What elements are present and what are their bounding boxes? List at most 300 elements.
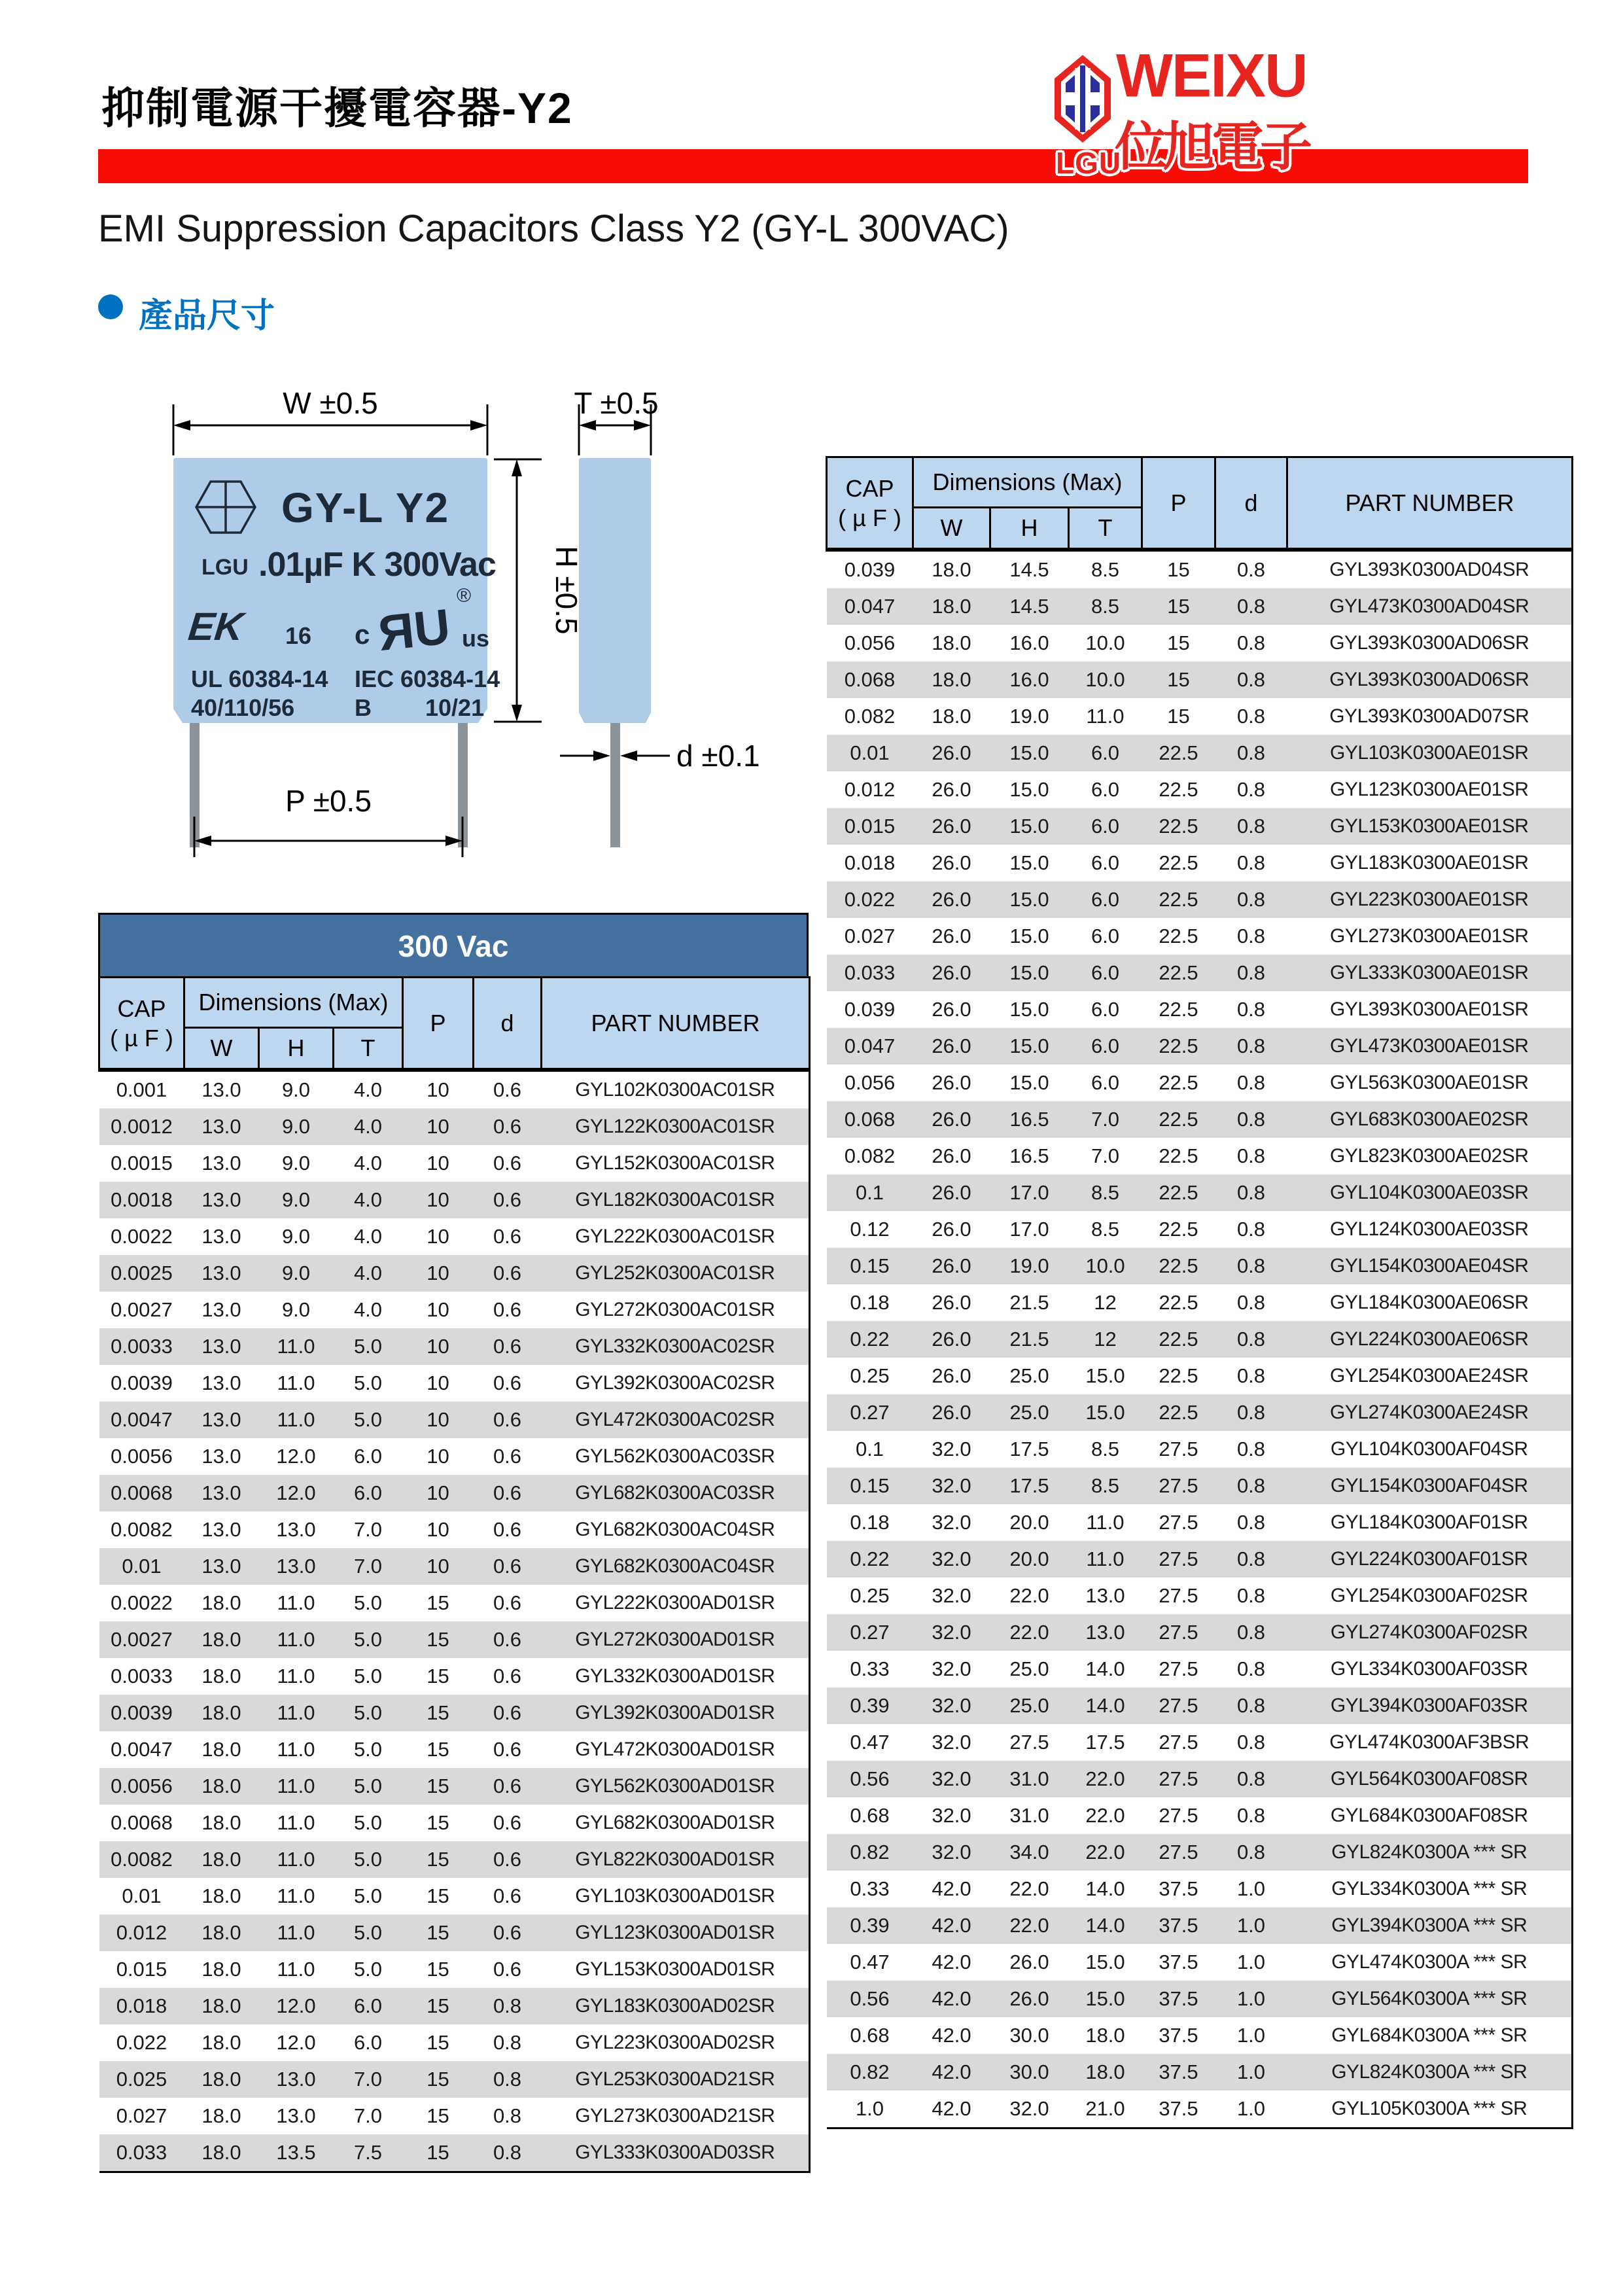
table-row [99, 1841, 810, 1878]
cell: 0.8 [1236, 1511, 1266, 1534]
cell: 13.0 [201, 1298, 241, 1321]
cell: 9.0 [281, 1225, 311, 1248]
cell: 27.5 [1159, 1511, 1198, 1534]
cell: 21.0 [1085, 2097, 1125, 2120]
cell: GYL104K0300AE03SR [1330, 1182, 1529, 1203]
table-row [827, 1138, 1573, 1174]
cell: 8.5 [1091, 1218, 1120, 1241]
cell: 0.8 [493, 1994, 522, 2017]
cell: 0.8 [1236, 851, 1266, 874]
h-label: H ±0.5 [550, 546, 584, 635]
cell: 11.0 [277, 1775, 315, 1797]
cell: 0.015 [844, 815, 896, 838]
cell: GYL562K0300AC03SR [575, 1445, 775, 1467]
label-subclass: B [355, 694, 372, 721]
label-std-iec: IEC 60384-14 [355, 665, 500, 692]
col-part-number: PART NUMBER [542, 978, 810, 1070]
cell: 0.8 [1236, 1584, 1266, 1607]
cell: 18.0 [201, 1665, 241, 1687]
cell: 10 [427, 1225, 449, 1248]
table-row [99, 1475, 810, 1511]
svg-text:ЯU: ЯU [375, 599, 453, 662]
cell: 18.0 [201, 2141, 241, 2164]
cell: 27.5 [1159, 1694, 1198, 1717]
cell: 32.0 [932, 1621, 971, 1644]
table-row [827, 662, 1573, 698]
cell: 22.5 [1159, 741, 1198, 764]
table-row [99, 1915, 810, 1951]
cell: 0.082 [844, 1144, 896, 1167]
cell: 13.0 [201, 1335, 241, 1358]
cell: 0.8 [1236, 741, 1266, 764]
cell: 6.0 [1091, 961, 1120, 984]
capacitor-dimension-diagram [98, 380, 818, 890]
cell: 32.0 [932, 1547, 971, 1570]
cell: 32.0 [932, 1584, 971, 1607]
cell: 15 [1167, 558, 1190, 581]
lgu-hexagon-icon [1055, 55, 1111, 143]
cell: 7.0 [353, 1518, 383, 1541]
cell: 11.0 [277, 1811, 315, 1834]
cell: GYL123K0300AD01SR [575, 1922, 775, 1943]
cell: 13.0 [201, 1078, 241, 1101]
cell: 0.018 [844, 851, 896, 874]
cell: 9.0 [281, 1298, 311, 1321]
cell: 0.18 [850, 1291, 890, 1314]
cell: 11.0 [277, 1371, 315, 1394]
cell: 0.6 [493, 1775, 522, 1797]
cell: 7.0 [353, 2068, 383, 2091]
table-row [827, 1797, 1573, 1834]
cell: 42.0 [932, 1951, 971, 1973]
cell: 13.0 [276, 2068, 316, 2091]
cell: 5.0 [353, 1371, 383, 1394]
cell: 26.0 [932, 1254, 971, 1277]
cell: 0.8 [1236, 961, 1266, 984]
cell: 6.0 [353, 2031, 383, 2054]
cell: 6.0 [1091, 851, 1120, 874]
cell: GYL824K0300A *** SR [1331, 2061, 1527, 2083]
cell: 15.0 [1009, 998, 1049, 1021]
cell: 22.5 [1159, 888, 1198, 911]
cell: GYL253K0300AD21SR [575, 2068, 775, 2090]
table-row [827, 2091, 1573, 2128]
cell: 10 [427, 1371, 449, 1394]
cell: 0.0015 [111, 1152, 173, 1174]
cell: 15 [427, 2031, 449, 2054]
table-body-right [827, 550, 1573, 2128]
cell: 0.6 [493, 1555, 522, 1578]
cell: 0.8 [1236, 1438, 1266, 1460]
table-row [99, 1108, 810, 1145]
cell: GYL272K0300AD01SR [575, 1629, 775, 1650]
cell: 4.0 [353, 1262, 383, 1284]
cell: 26.0 [932, 888, 971, 911]
cell: 22.5 [1159, 1254, 1198, 1277]
cell: 37.5 [1159, 1987, 1198, 2010]
h-dimension [494, 459, 542, 722]
section-title: 產品尺寸 [139, 297, 275, 335]
t-label: T ±0.5 [574, 386, 659, 420]
cell: 15.0 [1009, 1034, 1049, 1057]
cell: GYL473K0300AD04SR [1329, 595, 1529, 617]
cell: 26.0 [932, 741, 971, 764]
table-row [99, 1182, 810, 1218]
diagram-svg [98, 380, 818, 890]
voltage-banner: 300 Vac [98, 913, 809, 978]
cell: 30.0 [1009, 2060, 1049, 2083]
cell: 0.8 [1236, 631, 1266, 654]
cell: GYL392K0300AD01SR [575, 1702, 775, 1723]
cell: 18.0 [201, 2068, 241, 2091]
cell: 16.5 [1009, 1108, 1049, 1131]
table-row [827, 1394, 1573, 1431]
logo-brand-cn-text: 位旭電子 [1115, 118, 1308, 176]
cell: 0.8 [1236, 1218, 1266, 1241]
cell: 0.0022 [111, 1591, 173, 1614]
cell: 12 [1094, 1291, 1117, 1314]
cell: 18.0 [201, 1738, 241, 1761]
cell: 10.0 [1085, 631, 1125, 654]
cell: 22.5 [1159, 851, 1198, 874]
table-row [827, 1541, 1573, 1578]
cell: 14.5 [1009, 558, 1049, 581]
cell: 26.0 [932, 815, 971, 838]
table-row [827, 1871, 1573, 1907]
col-dimensions: Dimensions (Max) [184, 978, 403, 1028]
cell: 0.0025 [111, 1262, 173, 1284]
cell: 0.0082 [111, 1848, 173, 1871]
cell: 27.5 [1159, 1547, 1198, 1570]
cell: 26.0 [1009, 1951, 1049, 1973]
cell: 15 [427, 1701, 449, 1724]
cell: 30.0 [1009, 2024, 1049, 2047]
cell: 0.25 [850, 1364, 890, 1387]
cell: 1.0 [855, 2097, 884, 2120]
cell: 0.012 [116, 1921, 167, 1944]
cell: 15.0 [1085, 1987, 1125, 2010]
cell: GYL154K0300AF04SR [1330, 1475, 1528, 1496]
cell: GYL224K0300AF01SR [1330, 1548, 1528, 1570]
cell: 15 [427, 1811, 449, 1834]
cell: GYL124K0300AE03SR [1330, 1218, 1529, 1240]
cell: 0.8 [1236, 1621, 1266, 1644]
p-dimension [194, 817, 462, 857]
cell: GYL393K0300AD04SR [1329, 559, 1529, 580]
lead-side [610, 723, 620, 847]
cell: 8.5 [1091, 558, 1120, 581]
cell: 8.5 [1091, 1474, 1120, 1497]
cell: 26.0 [932, 1034, 971, 1057]
table-row [827, 1944, 1573, 1981]
cell: 0.0027 [111, 1298, 173, 1321]
cell: GYL472K0300AD01SR [575, 1739, 775, 1760]
table-row [827, 735, 1573, 771]
cell: 0.047 [844, 1034, 896, 1057]
cell: 5.0 [353, 1848, 383, 1871]
cell: 27.5 [1159, 1474, 1198, 1497]
cell: 5.0 [353, 1628, 383, 1651]
cell: 18.0 [201, 1775, 241, 1797]
cell: 22.5 [1159, 1181, 1198, 1204]
cell: 27.5 [1159, 1731, 1198, 1754]
col-part-number: PART NUMBER [1287, 457, 1573, 550]
cell: 0.6 [493, 1591, 522, 1614]
cell: 6.0 [1091, 1034, 1120, 1057]
svg-text:c: c [355, 619, 370, 650]
cell: GYL392K0300AC02SR [575, 1372, 775, 1394]
cell: GYL223K0300AE01SR [1330, 889, 1529, 910]
p-label: P ±0.5 [285, 784, 372, 818]
cell: 15 [427, 2068, 449, 2091]
cell: 0.8 [1236, 1841, 1266, 1863]
cell: 11.0 [277, 1738, 315, 1761]
cell: 27.5 [1159, 1438, 1198, 1460]
cell: 0.8 [1236, 778, 1266, 801]
cell: GYL563K0300AE01SR [1330, 1072, 1529, 1093]
cell: 26.0 [932, 1218, 971, 1241]
cell: 1.0 [1236, 2097, 1266, 2120]
col-w: W [913, 508, 990, 550]
cell: 0.8 [1236, 1547, 1266, 1570]
cell: GYL223K0300AD02SR [575, 2032, 775, 2053]
cell: 0.068 [844, 668, 896, 691]
table-row [827, 808, 1573, 845]
cell: 18.0 [201, 1958, 241, 1981]
cell: 12.0 [276, 1481, 316, 1504]
cell: 14.0 [1085, 1694, 1125, 1717]
cell: 1.0 [1236, 1987, 1266, 2010]
cell: 18.0 [1085, 2060, 1125, 2083]
cell: 6.0 [1091, 925, 1120, 947]
cell: 15.0 [1085, 1401, 1125, 1424]
cell: 0.01 [122, 1884, 162, 1907]
table-row [827, 1651, 1573, 1687]
page-title-en: EMI Suppression Capacitors Class Y2 (GY-L 300VAC) [98, 207, 1009, 250]
cell: 0.01 [850, 741, 890, 764]
cell: 0.6 [493, 1701, 522, 1724]
cell: 0.0012 [111, 1115, 173, 1138]
cell: 15.0 [1009, 888, 1049, 911]
cell: 37.5 [1159, 2097, 1198, 2120]
table-row [827, 1321, 1573, 1358]
cell: 13.0 [201, 1518, 241, 1541]
cell: 1.0 [1236, 2024, 1266, 2047]
cell: 13.0 [201, 1225, 241, 1248]
cell: 11.0 [277, 1591, 315, 1614]
cell: GYL394K0300A *** SR [1331, 1915, 1527, 1936]
cell: 0.0047 [111, 1738, 173, 1761]
table-row [827, 1028, 1573, 1065]
cell: GYL182K0300AC01SR [575, 1189, 775, 1210]
cell: 0.27 [850, 1621, 890, 1644]
cell: 26.0 [932, 1071, 971, 1094]
cell: 0.6 [493, 1188, 522, 1211]
label-std-ul: UL 60384-14 [191, 665, 328, 692]
cell: 1.0 [1236, 1914, 1266, 1937]
cell: 4.0 [353, 1188, 383, 1211]
cell: 7.0 [353, 2104, 383, 2127]
cell: 18.0 [201, 1811, 241, 1834]
table-row [827, 1504, 1573, 1541]
cell: 15.0 [1009, 925, 1049, 947]
col-t: T [334, 1028, 403, 1070]
cell: 11.0 [277, 1921, 315, 1944]
cell: 0.027 [844, 925, 896, 947]
cell: GYL394K0300AF03SR [1330, 1695, 1528, 1716]
table-row [99, 1658, 810, 1695]
cell: 26.0 [932, 778, 971, 801]
cell: 14.0 [1085, 1657, 1125, 1680]
cell: 0.025 [116, 2068, 167, 2091]
cell: 0.022 [844, 888, 896, 911]
table-row [99, 1878, 810, 1915]
cell: 27.5 [1159, 1621, 1198, 1644]
cell: 0.56 [850, 1767, 890, 1790]
col-w: W [184, 1028, 259, 1070]
table-row [99, 1988, 810, 2024]
cell: 0.8 [1236, 1328, 1266, 1351]
cell: 0.8 [1236, 815, 1266, 838]
cell: 0.68 [850, 2024, 890, 2047]
cell: 0.8 [1236, 1401, 1266, 1424]
cell: 19.0 [1009, 1254, 1049, 1277]
cell: GYL822K0300AD01SR [575, 1848, 775, 1870]
cell: 9.0 [281, 1152, 311, 1174]
cell: 5.0 [353, 1775, 383, 1797]
spec-table-right [826, 458, 1571, 2129]
label-rating: .01µF K 300Vac [258, 546, 496, 584]
cell: 4.0 [353, 1152, 383, 1174]
cell: 0.0039 [111, 1371, 173, 1394]
cell: 0.0033 [111, 1335, 173, 1358]
cell: 15 [427, 1848, 449, 1871]
cell: 26.0 [932, 998, 971, 1021]
cell: 4.0 [353, 1225, 383, 1248]
cell: 22.0 [1009, 1621, 1049, 1644]
table-header [99, 978, 810, 1070]
cell: 10 [427, 1262, 449, 1284]
cell: GYL102K0300AC01SR [575, 1079, 775, 1101]
cell: 11.0 [277, 1628, 315, 1651]
cell: 0.6 [493, 1518, 522, 1541]
cell: 0.8 [1236, 595, 1266, 618]
cell: 0.01 [122, 1555, 162, 1578]
cell: 6.0 [353, 1994, 383, 2017]
table-body-left [99, 1070, 810, 2172]
cell: 10 [427, 1152, 449, 1174]
cell: 13.0 [201, 1371, 241, 1394]
cell: GYL682K0300AC03SR [575, 1482, 775, 1504]
cell: 0.039 [844, 558, 896, 581]
cell: 0.6 [493, 1445, 522, 1468]
table-row [827, 881, 1573, 918]
cell: 0.18 [850, 1511, 890, 1534]
cell: 15 [427, 1921, 449, 1944]
cell: 0.6 [493, 1628, 522, 1651]
cell: 32.0 [932, 1694, 971, 1717]
cell: 0.6 [493, 1884, 522, 1907]
table-row [99, 1292, 810, 1328]
cell: 22.0 [1009, 1914, 1049, 1937]
cell: GYL222K0300AC01SR [575, 1226, 775, 1247]
cell: 13.0 [201, 1152, 241, 1174]
cell: 15 [427, 1665, 449, 1687]
cell: 0.8 [1236, 1804, 1266, 1827]
cell: 12 [1094, 1328, 1117, 1351]
cell: 13.0 [201, 1445, 241, 1468]
cell: 0.0082 [111, 1518, 173, 1541]
cell: 10.0 [1085, 1254, 1125, 1277]
cell: 0.056 [844, 631, 896, 654]
col-cap: CAP ( µ F ) [99, 978, 184, 1070]
cell: GYL333K0300AE01SR [1330, 962, 1529, 983]
cell: 0.8 [1236, 1034, 1266, 1057]
cell: 22.5 [1159, 998, 1198, 1021]
cell: 0.6 [493, 1811, 522, 1834]
cell: 15 [1167, 668, 1190, 691]
cell: 18.0 [932, 705, 971, 728]
cell: 1.0 [1236, 1951, 1266, 1973]
cell: 26.0 [932, 961, 971, 984]
cell: 32.0 [932, 1767, 971, 1790]
table-row [827, 991, 1573, 1028]
cell: 0.0022 [111, 1225, 173, 1248]
cell: 32.0 [932, 1511, 971, 1534]
cell: 12.0 [276, 1445, 316, 1468]
cell: 0.022 [116, 2031, 167, 2054]
cell: GYL562K0300AD01SR [575, 1775, 775, 1797]
cell: 4.0 [353, 1298, 383, 1321]
cell: 5.0 [353, 1921, 383, 1944]
cell: 13.0 [201, 1555, 241, 1578]
cell: 0.68 [850, 1804, 890, 1827]
cell: 25.0 [1009, 1657, 1049, 1680]
cell: 15 [1167, 705, 1190, 728]
cell: 6.0 [1091, 815, 1120, 838]
cell: 5.0 [353, 1811, 383, 1834]
cell: GYL393K0300AD06SR [1329, 632, 1529, 654]
cell: GYL824K0300A *** SR [1331, 1841, 1527, 1863]
table-row [99, 1951, 810, 1988]
cell: 12.0 [276, 2031, 316, 2054]
cell: 13.0 [276, 1518, 316, 1541]
cell: 15 [427, 1628, 449, 1651]
table-row [99, 1328, 810, 1365]
cell: 10 [427, 1078, 449, 1101]
cell: 11.0 [277, 1335, 315, 1358]
table-row [99, 1695, 810, 1731]
cell: GYL153K0300AD01SR [575, 1958, 775, 1980]
cell: GYL183K0300AE01SR [1330, 852, 1529, 874]
cell: 0.33 [850, 1657, 890, 1680]
table-row [827, 550, 1573, 588]
cell: 37.5 [1159, 2024, 1198, 2047]
label-datecode: 10/21 [425, 694, 485, 721]
svg-text:16: 16 [285, 622, 312, 649]
cell: 0.6 [493, 1738, 522, 1761]
cell: 42.0 [932, 2060, 971, 2083]
cell: 26.0 [932, 1291, 971, 1314]
cell: 0.8 [1236, 1291, 1266, 1314]
cell: 25.0 [1009, 1401, 1049, 1424]
cell: 15.0 [1009, 778, 1049, 801]
cell: GYL273K0300AE01SR [1330, 925, 1529, 947]
weixu-logo [1051, 41, 1535, 188]
cell: 13.0 [201, 1188, 241, 1211]
cell: 0.33 [850, 1877, 890, 1900]
cell: 10 [427, 1335, 449, 1358]
